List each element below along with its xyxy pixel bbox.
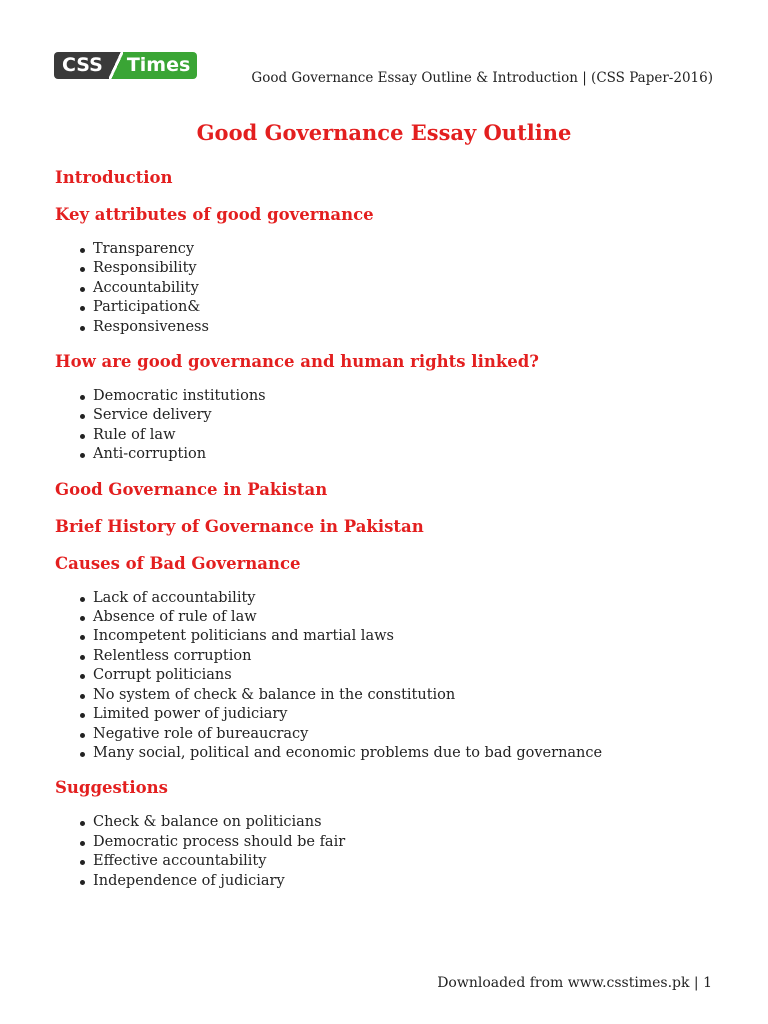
list-key-attributes xyxy=(55,240,715,337)
section-heading-brief-history: Brief History of Governance in Pakistan xyxy=(55,516,424,536)
section-heading-introduction: Introduction xyxy=(55,168,173,187)
list-item: Democratic institutions xyxy=(79,387,715,406)
list-item: Independence of judiciary xyxy=(79,872,715,891)
list-item: Incompetent politicians and martial laws xyxy=(79,627,715,646)
section-heading-suggestions: Suggestions xyxy=(55,778,168,798)
list-item: Absence of rule of law xyxy=(79,608,715,627)
list-suggestions xyxy=(55,813,715,891)
list-causes xyxy=(55,589,715,764)
list-item: Participation& xyxy=(79,298,715,317)
header-document-title: Good Governance Essay Outline & Introduction | (CSS Paper-2016) xyxy=(251,70,713,86)
list-item: Democratic process should be fair xyxy=(79,833,715,852)
list-item: Corrupt politicians xyxy=(79,666,715,685)
list-item: Anti-corruption xyxy=(79,445,715,464)
document-body xyxy=(55,166,715,904)
logo-css-text: CSS xyxy=(54,52,109,79)
list-item: Responsibility xyxy=(79,259,715,278)
list-item: Effective accountability xyxy=(79,852,715,871)
section-heading-key-attributes: Key attributes of good governance xyxy=(55,205,374,224)
list-item: Rule of law xyxy=(79,426,715,445)
section-heading-good-governance-pakistan: Good Governance in Pakistan xyxy=(55,479,328,499)
list-item: No system of check & balance in the constitution xyxy=(79,686,715,705)
logo-slash-icon xyxy=(109,52,123,79)
page-header xyxy=(0,0,768,100)
list-item: Responsiveness xyxy=(79,318,715,337)
csstimes-logo xyxy=(54,52,197,79)
list-item: Service delivery xyxy=(79,406,715,425)
list-item: Limited power of judiciary xyxy=(79,705,715,724)
logo-times-text: Times xyxy=(123,52,197,79)
list-item: Accountability xyxy=(79,279,715,298)
list-item: Transparency xyxy=(79,240,715,259)
section-heading-causes: Causes of Bad Governance xyxy=(55,553,301,573)
page-title: Good Governance Essay Outline xyxy=(196,120,572,145)
page-footer: Downloaded from www.csstimes.pk | 1 xyxy=(437,975,712,991)
list-item: Check & balance on politicians xyxy=(79,813,715,832)
list-item: Lack of accountability xyxy=(79,589,715,608)
list-item: Many social, political and economic problems due to bad governance xyxy=(79,744,715,763)
section-heading-human-rights: How are good governance and human rights linked? xyxy=(55,352,539,372)
list-human-rights xyxy=(55,387,715,465)
list-item: Negative role of bureaucracy xyxy=(79,725,715,744)
list-item: Relentless corruption xyxy=(79,647,715,666)
